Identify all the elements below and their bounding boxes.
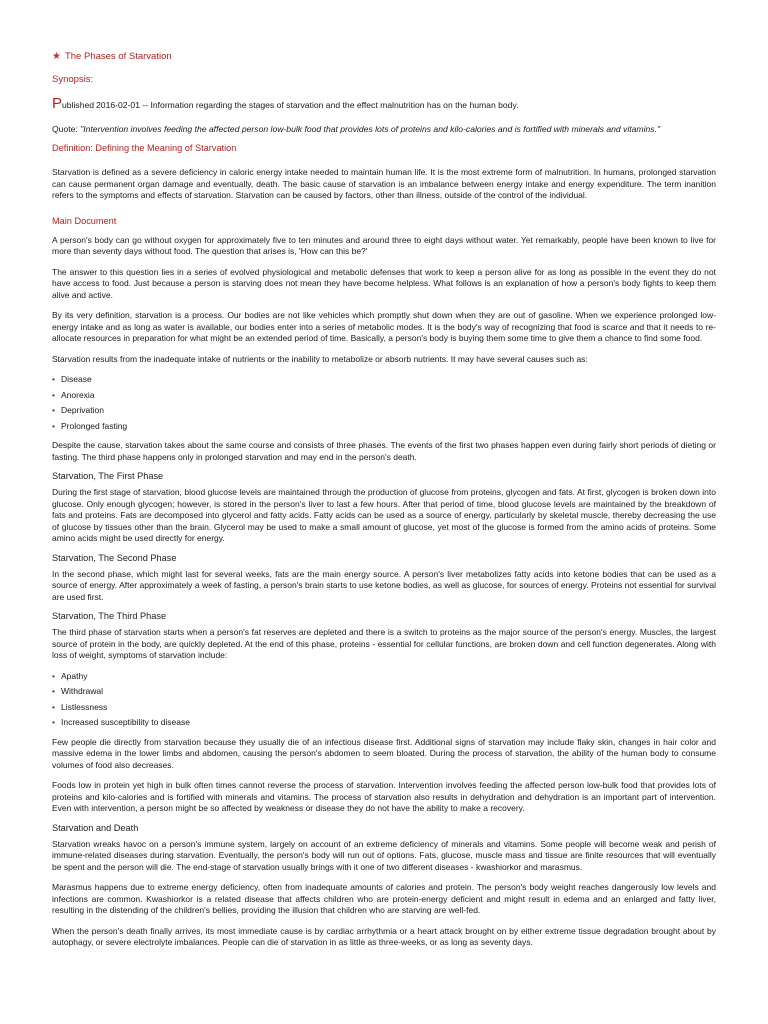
title-text: The Phases of Starvation [64,50,172,62]
list-item: • Disease [52,372,716,388]
paragraph-phases-overview: Despite the cause, starvation takes about the same course and consists of three phases. The events of the first two phases happen even during fairly short periods of dieting or fasting. The third phase happens only in prolonged starvation and may end in the person's death. [52,440,716,462]
published-text: 2016-02-01 -- Information regarding the stages of starvation and the effect malnutrition has on the human body. [96,100,519,110]
star-icon: ★ [52,50,61,62]
paragraph-intervention: Foods low in protein yet high in bulk often times cannot reverse the process of starvation. Intervention involves feeding the affected person low-bulk food that provides lots of proteins and kilo-calories and is fortified with minerals and vitamins. The process of starvation also results in dehydration and dehydration is an important part of intervention. Even with intervention, a person might be so affected by weakness or disease they do not have the ability to make a recovery. [52,780,716,813]
list-item: • Listlessness [52,700,716,716]
definition-paragraph: Starvation is defined as a severe deficiency in caloric energy intake needed to maintain human life. It is the most extreme form of malnutrition. In humans, prolonged starvation can cause permanent organ damage and eventually, death. The basic cause of starvation is an imbalance between energy intake and energy expenditure. The term inanition refers to the symptoms and effects of starvation. Starvation can be caused by factors, other than illness, outside of the control of the individual. [52,167,716,200]
paragraph-immune: Starvation wreaks havoc on a person's immune system, largely on account of an extreme deficiency of minerals and vitamins. Some people will become weak and perish of immune-related diseases during starvation. Eventually, the person's body will run out of options. Fats, glucose, muscle mass and tissue are finite resources that will eventually be spent and the person will die. The end-stage of starvation usually brings with it one of two different diseases - kwashiorkor and marasmus. [52,838,716,872]
published-line [52,96,716,111]
quote-label: Quote: [52,124,78,134]
bullet-icon: • [52,701,55,712]
phase2-heading: Starvation, The Second Phase [52,552,177,563]
bullet-icon: • [52,405,55,415]
paragraph-death: When the person's death finally arrives, its most immediate cause is by cardiac arrhythmia or a heart attack brought on by either extreme tissue degradation brought about by autophagy, or severe electrolyte imbalances. People can die of starvation in as little as three-weeks, or as long as seventy days. [52,925,716,947]
main-document-heading: Main Document [52,215,117,226]
list-item: • Anorexia [52,388,716,404]
bullet-icon: • [52,717,55,727]
bullet-icon: • [52,420,55,431]
list-item: • Withdrawal [52,684,716,700]
quote-line [52,124,716,134]
phase3-heading: Starvation, The Third Phase [52,611,167,621]
list-item: • Increased susceptibility to disease [52,715,716,731]
bullet-icon: • [52,374,55,384]
symptoms-list [52,669,716,731]
drop-cap: P [52,95,63,112]
synopsis-label: Synopsis: [52,74,94,85]
death-heading: Starvation and Death [52,822,139,833]
list-item: • Deprivation [52,403,716,419]
phase1-heading: Starvation, The First Phase [52,471,164,481]
phase2-paragraph: In the second phase, which might last for several weeks, fats are the main energy source. A person's liver metabolizes fatty acids into ketone bodies that can be used as a source of energy. After approximately a week of fasting, a person's brain starts to use ketone bodies, as well as glucose, for sources of energy. Proteins not essential for survival are used first. [52,568,716,602]
phase1-paragraph: During the first stage of starvation, blood glucose levels are maintained through the production of glucose from proteins, glycogen and fats. At first, glycogen is broken down into glucose. Only enough glycogen; however, is stored in the person's liver to last a few hours. After that period of time, blood glucose levels are maintained by the breakdown of fats and proteins. Fats are decomposed into glycerol and fatty acids. Fatty acids can be used as a source of energy, particularly by skeletal muscle, thereby decreasing the use of glucose by tissues other than the brain. Glycerol may be used to make a small amount of glucose, yet most of the glucose is formed from the amino acids of proteins. Some amino acids might be used directly for energy. [52,487,716,543]
paragraph-answer: The answer to this question lies in a series of evolved physiological and metabolic defenses that work to keep a person alive for as long as possible in the event they do not have access to food. Just because a person is starving does not mean they have become helpless. What follows is an explanation of how a person's body fights to keep them alive and active. [52,266,716,300]
definition-heading: Definition: Defining the Meaning of Starvation [52,143,237,153]
quote-text: "Intervention involves feeding the affected person low-bulk food that provides lots of proteins and kilo-calories and is fortified with minerals and vitamins." [80,124,661,134]
bullet-icon: • [52,670,55,681]
paragraph-intro: A person's body can go without oxygen for approximately five to ten minutes and around three to eight days without water. Yet remarkably, people have been known to live for more than seventy days without food. The question that arises is, 'How can this be?' [52,234,716,256]
paragraph-process: By its very definition, starvation is a process. Our bodies are not like vehicles which promptly shut down when they are out of gasoline. When we experience prolonged low-energy intake and as long as water is available, our bodies enter into a series of metabolic modes. It is the body's way of recognizing that food is scarce and that it needs to re-allocate resources in preparation for what might be an extended period of time. Basically, a person's body is buying them some time to give them a chance to find some food. [52,310,716,343]
causes-list [52,372,716,434]
bullet-icon: • [52,686,55,696]
list-item: • Prolonged fasting [52,419,716,435]
list-item: • Apathy [52,669,716,685]
paragraph-marasmus: Marasmus happens due to extreme energy deficiency, often from inadequate amounts of calories and protein. The person's body weight reaches dangerously low levels and infections are common. Kwashiorkor is a related disease that affects children who are protein-energy deficient and might result in edema and an enlarged and fatty liver, resulting in the distending of the children's bellies, providing the illusion that children who are starving are well-fed. [52,882,716,915]
paragraph-signs: Few people die directly from starvation because they usually die of an infectious disease first. Additional signs of starvation may include flaky skin, changes in hair color and massive edema in the lower limbs and abdomen, causing the person's abdomen to seem bloated. During the process of starvation, the ability of the human body to consume volumes of food also decreases. [52,736,716,770]
phase3-paragraph: The third phase of starvation starts when a person's fat reserves are depleted and there is a switch to proteins as the major source of the person's energy. Muscles, the largest source of protein in the body, are quickly depleted. At the end of this phase, proteins - essential for cellular functions, are broken down and cell function degenerates. Along with loss of weight, symptoms of starvation include: [52,627,716,660]
paragraph-causes-intro: Starvation results from the inadequate intake of nutrients or the inability to metabolize or absorb nutrients. It may have several causes such as: [52,353,588,364]
document-title [52,48,716,64]
published-label: ublished [62,100,95,110]
bullet-icon: • [52,389,55,400]
